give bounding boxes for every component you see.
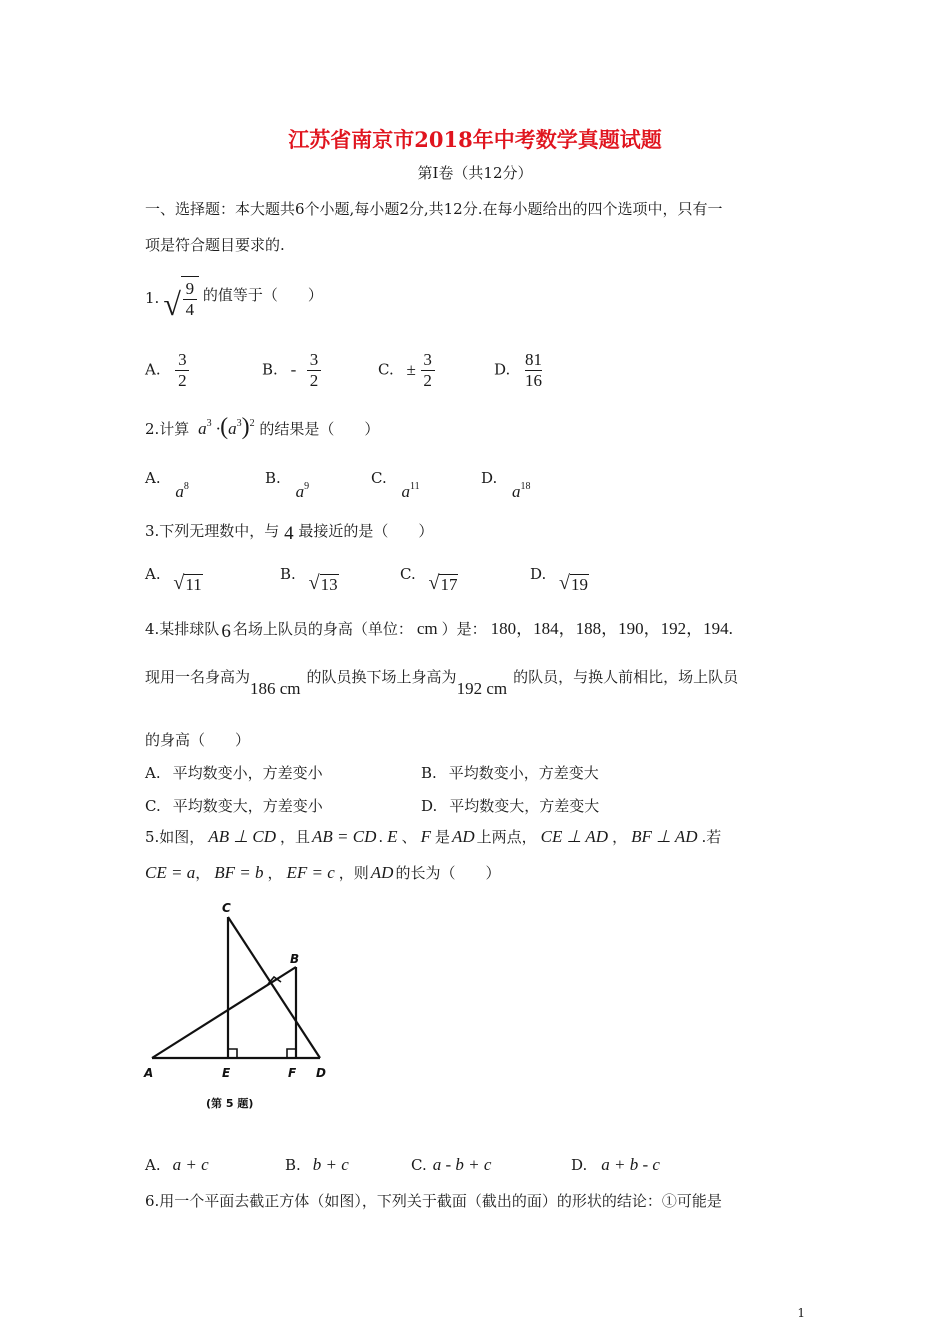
- question-1: [145, 276, 323, 320]
- option-label: D.: [571, 1156, 588, 1174]
- question-4-line-1: [145, 614, 733, 640]
- question-2: [145, 414, 379, 441]
- option-label: A.: [145, 360, 161, 379]
- math-expression: BF ⊥ AD: [631, 827, 698, 846]
- question-3: [145, 520, 433, 542]
- question-4-line-2: [145, 666, 739, 698]
- line-ab: [152, 967, 296, 1058]
- option-label: C.: [400, 565, 416, 583]
- question-2-prefix: 2.计算: [145, 420, 190, 438]
- q4-option-a[interactable]: [145, 762, 323, 783]
- text-segment: 名场上队员的身高（单位：: [232, 620, 413, 638]
- question-3-suffix: 最接近的是（ ）: [298, 522, 434, 540]
- math-expression: CE ⊥ AD: [540, 827, 609, 846]
- option-expression: a + b - c: [601, 1155, 660, 1174]
- question-2-expression: $a^3 \cdot(a^3)^2$: [198, 414, 255, 440]
- option-expression: a - b + c: [432, 1155, 492, 1174]
- option-label: C.: [378, 360, 394, 379]
- math-expression: BF = b: [214, 863, 264, 882]
- option-text: 平均数变大，方差变大: [449, 797, 600, 815]
- math-expression: AB = CD: [312, 827, 377, 846]
- fraction-numerator: 9: [185, 279, 195, 298]
- text-segment: 是: [434, 828, 450, 846]
- text-segment: ，: [195, 864, 211, 882]
- q3-option-d[interactable]: D. √ 19: [530, 565, 589, 594]
- line-cd: [228, 917, 320, 1058]
- option-label: B.: [262, 360, 278, 379]
- option-radicand: 17: [440, 575, 458, 594]
- q5-option-c[interactable]: [411, 1155, 491, 1175]
- question-5-figure: [140, 895, 350, 1120]
- text-segment: 、: [401, 828, 417, 846]
- question-5-line-2: [145, 862, 500, 883]
- q5-option-b[interactable]: [285, 1155, 349, 1175]
- section-intro-line-2: 项是符合题目要求的.: [145, 236, 285, 254]
- option-label: A.: [145, 1156, 161, 1174]
- q3-option-c[interactable]: C. √ 17: [400, 565, 458, 594]
- q3-option-b[interactable]: B. √ 13: [280, 565, 338, 594]
- question-1-radical: √ $\frac{9}{4}$: [163, 276, 199, 320]
- option-exponent: 11: [410, 481, 420, 492]
- math-expression: AD: [451, 827, 475, 846]
- option-exponent: 18: [520, 481, 531, 492]
- option-fraction: [421, 350, 435, 391]
- q4-option-d[interactable]: [421, 795, 599, 816]
- label-b: B: [290, 952, 300, 966]
- q1-option-b[interactable]: [262, 350, 321, 391]
- question-3-prefix: 3.下列无理数中，与: [145, 522, 280, 540]
- fraction-numerator: 3: [423, 350, 432, 369]
- q2-option-d[interactable]: D. $a^{18}$: [481, 469, 531, 501]
- heights-list: 180，184，188，190，192，194.: [490, 619, 733, 638]
- q1-option-d[interactable]: [494, 350, 542, 391]
- math-expression: CE = a: [145, 863, 196, 882]
- text-segment: 的队员换下场上身高为: [306, 668, 457, 686]
- option-radicand: 11: [185, 575, 202, 594]
- text-segment: .: [378, 828, 384, 846]
- page-number: 1: [797, 1306, 805, 1320]
- option-label: B.: [280, 565, 296, 583]
- q5-option-a[interactable]: [145, 1155, 209, 1175]
- fraction-numerator: 3: [178, 350, 187, 369]
- option-label: C.: [145, 797, 161, 815]
- option-sign: ±: [406, 359, 416, 379]
- math-expression: AB ⊥ CD: [208, 827, 277, 846]
- text-segment: ，且: [280, 828, 311, 846]
- option-fraction: [525, 350, 542, 391]
- figure-caption: (第 5 题): [206, 1097, 254, 1110]
- option-expression: b + c: [312, 1155, 349, 1174]
- option-label: A.: [145, 565, 161, 583]
- text-segment: 现用一名身高为: [145, 668, 251, 686]
- q4-option-c[interactable]: [145, 795, 323, 816]
- question-1-number: 1.: [145, 289, 160, 307]
- label-e: E: [222, 1066, 231, 1080]
- height-out: 192 cm: [456, 679, 508, 698]
- text-segment: 的长为（ ）: [395, 864, 501, 882]
- q1-option-c[interactable]: [378, 350, 435, 391]
- math-expression: E: [387, 827, 398, 846]
- unit-text: cm: [416, 619, 438, 638]
- fraction-denominator: 16: [525, 371, 543, 390]
- option-label: D.: [481, 469, 498, 487]
- player-count: 6: [221, 621, 231, 642]
- option-text: 平均数变小，方差变大: [448, 764, 599, 782]
- question-6-line-1: 6.用一个平面去截正方体（如图），下列关于截面（截出的面）的形状的结论：①可能是: [145, 1192, 722, 1210]
- q2-option-c[interactable]: C. $a^{11}$: [371, 469, 420, 501]
- fraction-denominator: 2: [178, 371, 187, 390]
- option-text: 平均数变大，方差变小: [172, 797, 323, 815]
- section-subtitle: 第Ⅰ卷（共12分）: [417, 164, 533, 182]
- math-expression: F: [420, 827, 431, 846]
- fraction-numerator: 3: [309, 350, 319, 369]
- option-expression: a + c: [172, 1155, 209, 1174]
- option-exponent: 9: [304, 481, 310, 492]
- option-label: A.: [145, 469, 161, 487]
- fraction-numerator: 81: [525, 350, 543, 369]
- question-3-value: 4: [284, 523, 294, 544]
- text-segment: ，: [267, 864, 283, 882]
- text-segment: 的队员，与换人前相比，场上队员: [513, 668, 739, 686]
- question-5-line-1: [145, 826, 721, 847]
- q5-option-d[interactable]: [571, 1155, 660, 1175]
- text-segment: 上两点，: [476, 828, 537, 846]
- option-radicand: 13: [320, 575, 338, 594]
- right-angle-f: [287, 1049, 296, 1058]
- option-fraction: [175, 350, 189, 391]
- q1-option-a[interactable]: [145, 350, 189, 391]
- label-d: D: [316, 1066, 326, 1080]
- option-label: A.: [145, 764, 161, 782]
- option-text: 平均数变小，方差变小: [172, 764, 323, 782]
- question-1-fraction: [183, 279, 197, 320]
- section-intro-line-1: 一、选择题：本大题共6个小题,每小题2分,共12分.在每小题给出的四个选项中，只有一: [145, 200, 723, 218]
- option-label: D.: [494, 360, 511, 379]
- text-segment: .若: [701, 828, 722, 846]
- option-label: D.: [530, 565, 547, 583]
- option-label: B.: [421, 764, 437, 782]
- label-a: A: [144, 1066, 154, 1080]
- q2-option-a[interactable]: A. $a^8$: [145, 469, 189, 501]
- text-segment: 4.某排球队: [145, 620, 220, 638]
- q3-option-a[interactable]: A. √ 11: [145, 565, 202, 594]
- label-f: F: [288, 1066, 297, 1080]
- math-expression: EF = c: [286, 863, 335, 882]
- text-segment: ，则: [338, 864, 369, 882]
- math-expression: AD: [370, 863, 394, 882]
- document-title: 江苏省南京市2018年中考数学真题试题: [288, 127, 662, 152]
- q2-option-b[interactable]: B. $a^9$: [265, 469, 310, 501]
- height-in: 186 cm: [250, 679, 301, 698]
- fraction-denominator: 2: [423, 371, 432, 390]
- option-label: C.: [411, 1156, 427, 1174]
- q4-option-b[interactable]: [421, 762, 599, 783]
- label-c: C: [222, 901, 231, 915]
- option-exponent: 8: [183, 481, 189, 492]
- option-fraction: [307, 350, 321, 391]
- text-segment: ，: [612, 828, 628, 846]
- option-label: D.: [421, 797, 438, 815]
- option-label: C.: [371, 469, 387, 487]
- option-label: B.: [285, 1156, 301, 1174]
- option-sign: -: [290, 359, 297, 379]
- question-1-text: 的值等于（ ）: [202, 286, 323, 304]
- text-segment: 5.如图，: [145, 828, 205, 846]
- option-label: B.: [265, 469, 281, 487]
- fraction-denominator: 2: [309, 371, 319, 390]
- text-segment: ）是：: [441, 620, 487, 638]
- fraction-denominator: 4: [185, 300, 195, 319]
- question-4-line-3: 的身高（ ）: [145, 731, 251, 749]
- option-radicand: 19: [571, 575, 589, 594]
- right-angle-e: [228, 1049, 237, 1058]
- question-2-text: 的结果是（ ）: [259, 420, 380, 438]
